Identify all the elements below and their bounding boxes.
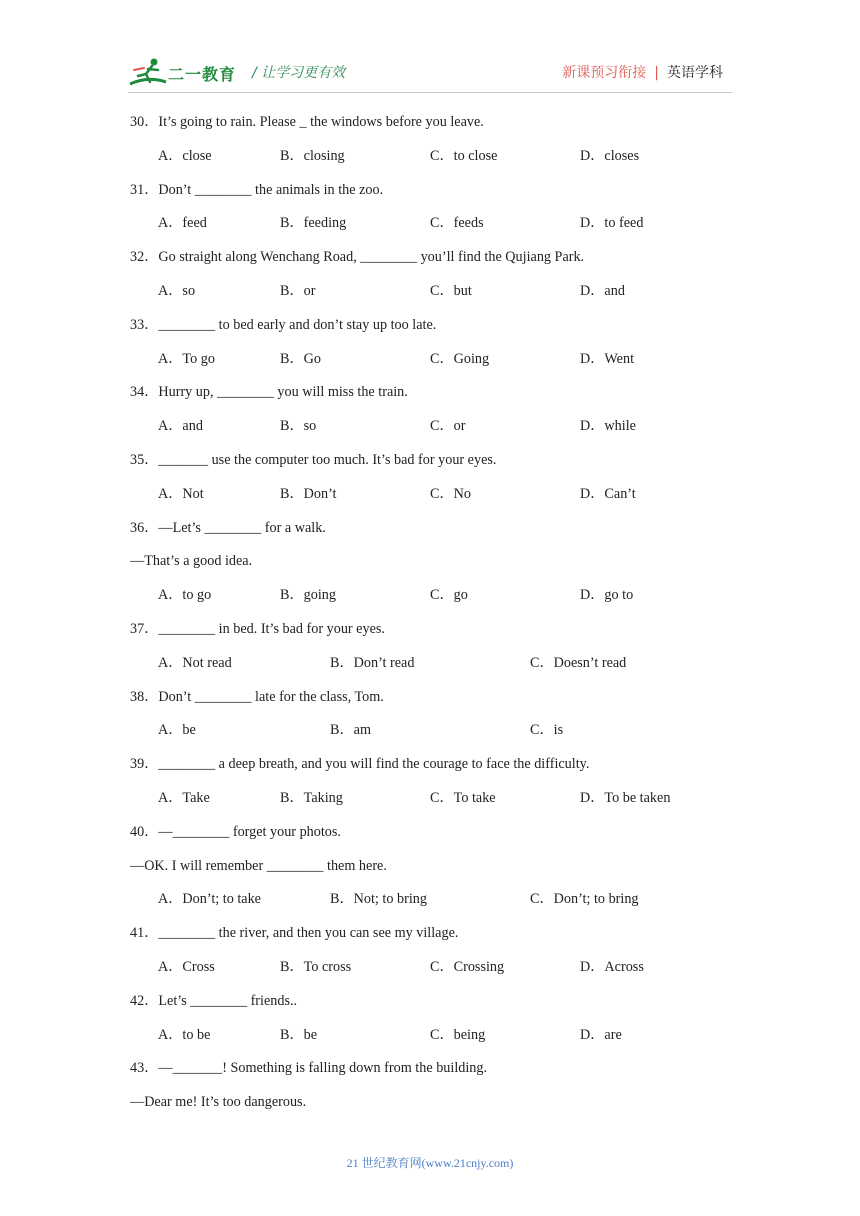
option-d: D．go to	[580, 587, 634, 604]
question-text: 38．Don’t ________ late for the class, Tom.	[130, 688, 384, 705]
option-a: A．to go	[158, 587, 212, 604]
option-c: C．No	[430, 485, 471, 502]
options-row	[130, 349, 750, 383]
question-text: 35．_______ use the computer too much. It’s bad for your eyes.	[130, 451, 497, 468]
option-d: D．are	[580, 1026, 622, 1043]
header-divider	[128, 92, 732, 93]
options-row	[130, 720, 750, 754]
question-text: 43．—_______! Something is falling down from the building.	[130, 1060, 488, 1077]
option-a: A．Don’t; to take	[158, 891, 261, 908]
option-c: C．go	[430, 587, 468, 604]
question-text: 40．—________ forget your photos.	[130, 823, 341, 840]
option-b: B．be	[280, 1026, 318, 1043]
question-text: 31．Don’t ________ the animals in the zoo.	[130, 181, 384, 198]
option-a: A．Cross	[158, 958, 215, 975]
option-c: C．Doesn’t read	[530, 654, 627, 671]
option-c: C．or	[430, 418, 466, 435]
options-row	[130, 416, 750, 450]
option-d: D．while	[580, 418, 636, 435]
option-b: B．so	[280, 418, 317, 435]
option-b: B．going	[280, 587, 336, 604]
dialogue-line: —That’s a good idea.	[130, 553, 253, 570]
option-b: B．am	[330, 722, 371, 739]
slogan: / 让学习更有效	[252, 65, 346, 81]
options-row	[130, 788, 750, 822]
option-c: C．is	[530, 722, 564, 739]
option-a: A．so	[158, 282, 196, 299]
option-c: C．To take	[430, 789, 496, 806]
option-d: D．to feed	[580, 215, 644, 232]
option-a: A．be	[158, 722, 196, 739]
subject-label: 英语学科	[667, 65, 723, 81]
options-row	[130, 146, 750, 180]
option-a: A．to be	[158, 1026, 211, 1043]
options-row	[130, 484, 750, 518]
option-b: B．Don’t read	[330, 654, 415, 671]
question-text: 42．Let’s ________ friends..	[130, 992, 298, 1009]
option-a: A．close	[158, 147, 212, 164]
question-list	[130, 112, 750, 1126]
question-text: 39．________ a deep breath, and you will find the courage to face the difficulty.	[130, 756, 590, 773]
option-b: B．Go	[280, 350, 321, 367]
course-label: 新课预习衔接	[562, 65, 647, 81]
question-text: 41．________ the river, and then you can see my village.	[130, 925, 459, 942]
option-c: C．to close	[430, 147, 498, 164]
question-text: 33．________ to bed early and don’t stay up too late.	[130, 316, 437, 333]
options-row	[130, 889, 750, 923]
options-row	[130, 213, 750, 247]
option-d: D．To be taken	[580, 789, 671, 806]
option-a: A．Not read	[158, 654, 232, 671]
option-b: B．Don’t	[280, 485, 337, 502]
question-text: 37．________ in bed. It’s bad for your eyes.	[130, 620, 385, 637]
options-row	[130, 1025, 750, 1059]
options-row	[130, 957, 750, 991]
option-d: D．Across	[580, 958, 644, 975]
option-c: C．but	[430, 282, 472, 299]
option-c: C．Going	[430, 350, 490, 367]
option-d: D．closes	[580, 147, 640, 164]
page-footer: 21 世纪教育网(www.21cnjy.com)	[346, 1156, 514, 1170]
question-text: 36．—Let’s ________ for a walk.	[130, 519, 326, 536]
question-text: 34．Hurry up, ________ you will miss the train.	[130, 384, 408, 401]
logo-text: 二一教育	[168, 65, 237, 84]
option-a: A．To go	[158, 350, 215, 367]
header-right	[562, 62, 723, 82]
option-a: A．Take	[158, 789, 210, 806]
option-d: D．Can’t	[580, 485, 636, 502]
option-a: A．and	[158, 418, 203, 435]
question-text: 30．It’s going to rain. Please _ the windows before you leave.	[130, 114, 484, 130]
option-d: D．Went	[580, 350, 635, 367]
option-c: C．Crossing	[430, 958, 505, 975]
option-c: C．being	[430, 1026, 486, 1043]
question-text: 32．Go straight along Wenchang Road, ________ you’ll find the Qujiang Park.	[130, 249, 585, 266]
options-row	[130, 653, 750, 687]
dialogue-line: —Dear me! It’s too dangerous.	[130, 1094, 307, 1111]
option-b: B．Taking	[280, 789, 343, 806]
option-b: B．feeding	[280, 215, 347, 232]
header-separator: |	[654, 65, 659, 81]
option-a: A．Not	[158, 485, 204, 502]
option-d: D．and	[580, 282, 625, 299]
option-c: C．feeds	[430, 215, 484, 232]
dialogue-line: —OK. I will remember ________ them here.	[130, 857, 387, 874]
option-b: B．To cross	[280, 958, 352, 975]
option-c: C．Don’t; to bring	[530, 891, 639, 908]
options-row	[130, 585, 750, 619]
option-b: B．Not; to bring	[330, 891, 427, 908]
option-a: A．feed	[158, 215, 207, 232]
page-header	[0, 0, 860, 100]
option-b: B．or	[280, 282, 316, 299]
option-b: B．closing	[280, 147, 345, 164]
options-row	[130, 281, 750, 315]
